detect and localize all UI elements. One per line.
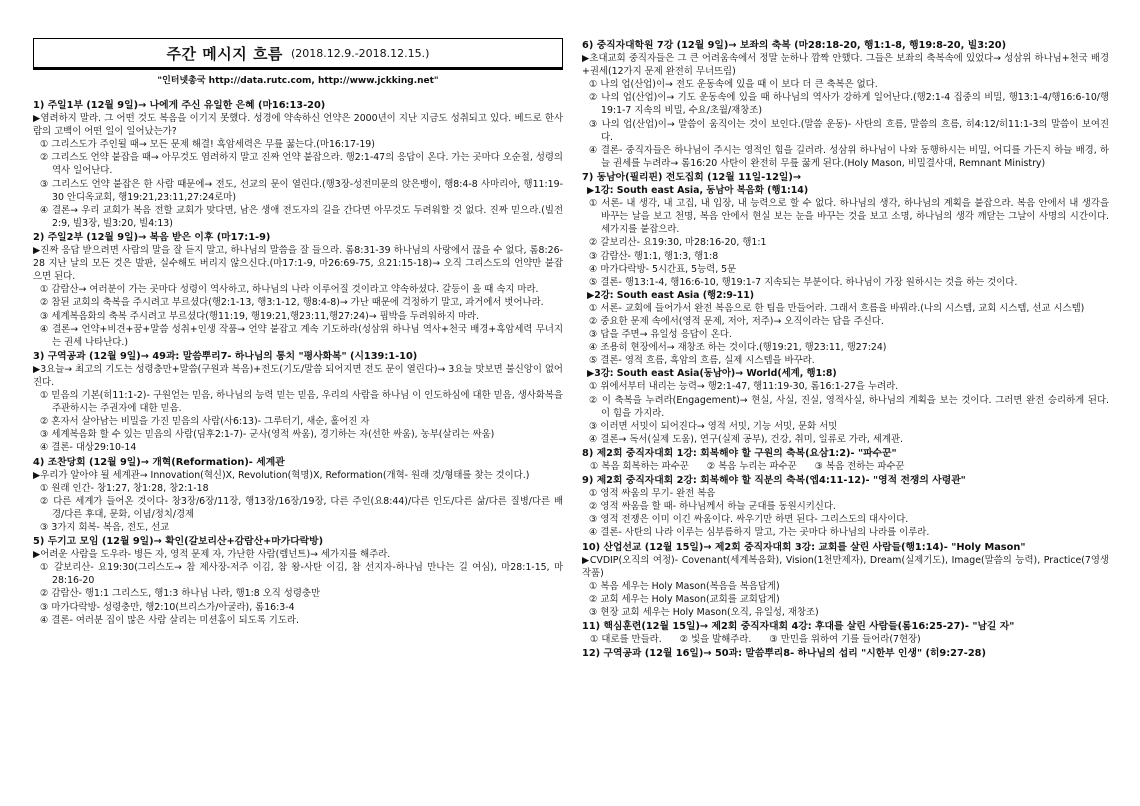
section-intro: ▶3요늘→ 최고의 기도는 성령충만+말씀(구원과 복음)+전도(기도/말씀 되어지면 전도 문이 열린다)→ 3요늘 맛보면 불신앙이 없어진다. bbox=[33, 363, 563, 388]
list-item: ② 그리스도 언약 붙잡을 때→ 아무것도 염려하지 말고 진짜 언약 붙잡으라. 행2:1-47의 응답이 온다. 가는 곳마다 오순절, 성령의 역사 일어난다. bbox=[40, 152, 563, 177]
section-intro: ▶염려하지 말라. 그 어떤 것도 복음을 이기지 못했다. 성경에 약속하신 언약은 2000년이 지난 지금도 성취되고 있다. 베드로 한사람의 고백이 어떤 일이 일어났는가? bbox=[33, 113, 563, 138]
list-item: ③ 3가지 회복- 복음, 전도, 선교 bbox=[40, 522, 170, 533]
list-item: ③ 현장 교회 세우는 Holy Mason(오직, 유일성, 재창조) bbox=[589, 607, 819, 619]
section-title: 5) 두기고 모임 (12월 9일)→ 확인(갈보리산+감람산+마가다락방) bbox=[33, 536, 324, 548]
subsection-heading: ▶2강: South east Asia (행2:9-11) bbox=[587, 289, 755, 301]
list-item: ④ 결론- 중직자들은 하나님이 주시는 영적인 힘을 길러라. 성삼위 하나님이 나와 동행하시는 비밀, 어디를 가든지 하늘 배경, 하늘 권세를 누려라→ 롬16:20 사탄이 완전히 무릎 꿇게 된다.(Holy Mason, 비밀결사대, Remnant Ministry) bbox=[589, 144, 1109, 169]
list-item: ① 갈보리산- 요19:30(그리스도→ 참 제사장-저주 이김, 참 왕-사탄 이김, 참 선지자-하나님 만나는 길 여심), 마28:1-15, 마28:16-20 bbox=[40, 562, 563, 587]
list-item: ② 중요한 문제 속에서(영적 문제, 저아, 저주)→ 오직이라는 답을 주신다. bbox=[589, 315, 884, 327]
message-section bbox=[582, 620, 1109, 646]
list-item: ④ 결론- 사탄의 나라 이루는 심부름하지 말고, 가는 곳마다 하나님의 나라를 이루라. bbox=[589, 527, 930, 539]
list-item: ① 원래 인간- 창1:27, 창1:28, 창2:1-18 bbox=[40, 482, 209, 494]
subsection-heading: ▶1강: South east Asia, 동남아 복음화 (행1:14) bbox=[587, 185, 809, 197]
inline-point: ③ 만민을 위하여 기를 들어라(7현장) bbox=[769, 634, 921, 646]
list-item: ③ 이러면 서밋이 되어진다→ 영적 서밋, 기능 서밋, 문화 서밋 bbox=[589, 420, 838, 432]
right-column bbox=[582, 38, 1109, 660]
section-title: 4) 조찬당회 (12월 9일)→ 개혁(Reformation)- 세계관 bbox=[33, 456, 285, 468]
list-item: ④ 마가다락방- 5시간표, 5능력, 5문 bbox=[589, 263, 737, 275]
section-intro: ▶어려운 사람을 도우라- 병든 자, 영적 문제 자, 가난한 사람(렘넌트)→ 세가지를 해주라. bbox=[33, 549, 391, 561]
message-section bbox=[582, 647, 1109, 660]
list-item: ① 감람산→ 여러분이 가는 곳마다 성령이 역사하고, 하나님의 나라 이루어질 것이라고 약속하셨다. 갈등이 올 때 속지 마라. bbox=[40, 284, 539, 296]
list-item: ① 믿음의 기본(히11:1-2)- 구원얻는 믿음, 하나님의 능력 믿는 믿음, 우리의 사람을 하나님 이 인도하심에 대한 믿음, 생사화복을 주관하시는 주권자에 대한 믿음. bbox=[40, 390, 563, 415]
left-column bbox=[33, 98, 563, 627]
list-item: ③ 답을 주면→ 유일성 응답이 온다. bbox=[589, 329, 732, 341]
list-item: ③ 영적 전쟁은 이미 이긴 싸움이다. 싸우기만 하면 된다- 그리스도의 대사이다. bbox=[589, 514, 909, 526]
inline-point: ② 복음 누리는 파수꾼 bbox=[706, 461, 797, 472]
inline-points bbox=[582, 460, 1109, 473]
subsection-heading: ▶3강: South east Asia(동남아)→ World(세계, 행1:8) bbox=[587, 368, 837, 380]
section-title: 3) 구역공과 (12월 9일)→ 49과: 말씀뿌리7- 하나님의 통치 "평사화복" (시139:1-10) bbox=[33, 350, 418, 362]
list-item: ② 혼자서 살아남는 비밀을 가진 믿음의 사람(사6:13)- 그루터기, 새순, 홀어진 자 bbox=[40, 416, 370, 428]
document-title: 주간 메시지 흐름 bbox=[166, 44, 283, 63]
list-item: ② 다른 세계가 들어온 것이다- 창3장/6장/11장, 행13장/16장/19장, 다른 주인(요8:44)/다른 인도/다른 삶/다른 질병/다른 배경/다른 후대, 문화, 이념/정치/경제 bbox=[40, 495, 563, 520]
list-item: ④ 결론- 여러분 집이 많은 사람 살리는 미션홈이 되도록 기도라. bbox=[40, 614, 299, 626]
list-item: ① 서론- 내 생각, 내 고집, 내 입장, 내 능력으로 할 수 없다. 하나님의 생각, 하나님의 계획을 붙잡으라. 복음 안에서 내 생각을 바꾸는 날을 보고 천명, 복음 안에서 현실 보는 눈을 바꾸는 것을 보고 소명, 하나님의 생각 깨닫는 그날이 사명의 시간이다. 세가지를 붙잡으라. bbox=[589, 198, 1109, 236]
section-title: 1) 주일1부 (12월 9일)→ 나에게 주신 유일한 은혜 (마16:13-20) bbox=[33, 100, 326, 111]
message-section bbox=[33, 99, 563, 230]
section-title: 9) 제2회 중직자대회 2강: 회복해야 할 직분의 축복(엡4:11-12)- "영적 전쟁의 사령관" bbox=[582, 475, 966, 487]
section-title: 7) 동남아(필리핀) 전도집회 (12월 11일-12일)→ bbox=[582, 171, 802, 183]
title-box bbox=[33, 38, 563, 70]
section-intro: ▶우리가 알아야 될 세계관→ Innovation(혁신)X, Revolution(혁명)X, Reformation(개혁- 원래 것/형태를 찾는 것이다.) bbox=[33, 469, 530, 481]
list-item: ⑤ 결론- 영적 흐름, 흑암의 흐름, 실제 시스템을 바꾸라. bbox=[589, 355, 815, 367]
inline-points bbox=[582, 633, 1109, 646]
section-intro: ▶초대교회 중직자들은 그 큰 어려움속에서 정말 눈하나 깜짝 안했다. 그들은 보좌의 축복속에 있었다→ 성삼위 하나님+천국 배경+권세(12가지 문제 완전히 무너뜨림) bbox=[582, 53, 1109, 78]
section-title: 12) 구역공과 (12월 16일)→ 50과: 말씀뿌리8- 하나님의 섭리 "시한부 인생" (히9:27-28) bbox=[582, 648, 986, 660]
message-section bbox=[33, 350, 563, 455]
list-item: ③ 감람산- 행1:1, 행1:3, 행1:8 bbox=[589, 250, 719, 262]
list-item: ④ 결론→ 독서(실제 도움), 연구(실제 공부), 건강, 취미, 일류로 가라, 세계관. bbox=[589, 433, 904, 445]
list-item: ① 그리스도가 주인될 때→ 모든 문제 해결! 흑암세력은 무릎 꿇는다.(마16:17-19) bbox=[40, 139, 375, 151]
section-intro: ▶CVDIP(오직의 여정)- Covenant(세계복음화), Vision(1천만제자), Dream(실제기도), Image(말씀의 능력), Practice(7영생 작품) bbox=[582, 554, 1109, 579]
date-range: (2018.12.9.-2018.12.15.) bbox=[290, 46, 430, 60]
list-item: ④ 결론- 대상29:10-14 bbox=[40, 442, 137, 454]
list-item: ② 교회 세우는 Holy Mason(교회를 교회답게) bbox=[589, 593, 780, 605]
message-section bbox=[582, 39, 1109, 170]
section-title: 10) 산업선교 (12월 15일)→ 제2회 중직자대회 3강: 교회를 살린 사람들(행1:14)- "Holy Mason" bbox=[582, 541, 1026, 553]
source-line: "인터넷총국 http://data.rutc.com, http://www.jckking.net" bbox=[157, 76, 439, 86]
list-item: ① 복음 세우는 Holy Mason(복음을 복음답게) bbox=[589, 580, 780, 592]
list-item: ② 나의 업(산업)이→ 기도 운동속에 있을 때 하나님의 역사가 강하게 일어난다.(행2:1-4 집중의 비밀, 행13:1-4/행16:6-10/행19:1-7 지속의 비밀, 수요/초월/재창조) bbox=[589, 92, 1109, 117]
section-intro: ▶진짜 응답 받으려면 사람의 말을 잘 듣지 말고, 하나님의 말씀을 잘 들으라. 롬8:31-39 하나님의 사랑에서 끊을 수 없다, 롬8:26-28 지난 날의 모든 것은 발판, 실수해도 버리지 않으신다.(마17:1-9, 마26:69-75, 요21:15-18)→ 오직 그리스도의 언약만 붙잡으면 된다. bbox=[33, 245, 563, 283]
message-section bbox=[33, 456, 563, 535]
list-item: ② 참된 교회의 축복을 주시려고 부르셨다(행2:1-13, 행3:1-12, 행8:4-8)→ 가난 때문에 걱정하기 말고, 과거에서 벗어나라. bbox=[40, 297, 544, 309]
message-section bbox=[33, 231, 563, 349]
list-item: ② 갈보리산- 요19:30, 마28:16-20, 행1:1 bbox=[589, 237, 767, 249]
section-title: 6) 중직자대학원 7강 (12월 9일)→ 보좌의 축복 (마28:18-20, 행1:1-8, 행19:8-20, 빌3:20) bbox=[582, 40, 1007, 51]
list-item: ① 위에서부터 내리는 능력→ 행2:1-47, 행11:19-30, 롬16:1-27을 누려라. bbox=[589, 381, 899, 393]
list-item: ③ 세계복음화의 축복 주시려고 부르셨다(행11:19, 행19:21,행23:11,행27:24)→ 핍박을 두려워하지 마라. bbox=[40, 310, 480, 322]
message-section bbox=[582, 474, 1109, 539]
list-item: ③ 마가다락방- 성령충만, 행2:10(브리스가/아굴라), 롬16:3-4 bbox=[40, 601, 295, 613]
list-item: ① 영적 싸움의 무기- 완전 복음 bbox=[589, 488, 716, 500]
list-item: ④ 조용히 현장에서→ 재창조 하는 것이다.(행19:21, 행23:11, 행27:24) bbox=[589, 342, 887, 354]
list-item: ② 영적 싸움을 할 때- 하나님께서 하늘 군대를 동원시키신다. bbox=[589, 501, 836, 513]
list-item: ⑤ 결론- 행13:1-4, 행16:6-10, 행19:1-7 지속되는 부분이다. 하나님이 가장 원하시는 것을 하는 것이다. bbox=[589, 276, 1018, 288]
message-section bbox=[582, 541, 1109, 620]
list-item: ② 감람산- 행1:1 그리스도, 행1:3 하나님 나라, 행1:8 오직 성령충만 bbox=[40, 588, 321, 600]
inline-point: ① 대로를 만들라. bbox=[590, 634, 662, 646]
list-item: ① 나의 업(산업)이→ 전도 운동속에 있을 때 이 보다 더 큰 축복은 없다. bbox=[589, 79, 878, 91]
message-section bbox=[33, 535, 563, 627]
message-section bbox=[582, 171, 1109, 446]
section-title: 2) 주일2부 (12월 9일)→ 복음 받은 이후 (마17:1-9) bbox=[33, 231, 271, 243]
inline-point: ② 빛을 발해주라. bbox=[679, 634, 752, 646]
message-section bbox=[582, 447, 1109, 473]
list-item: ③ 그리스도 언약 붙잡은 한 사람 때문에→ 전도, 선교의 문이 열린다.(행3장-성전미문의 앉은뱅이, 행8:4-8 사마리아, 행11:19-30 안디옥교회, 행19:21,23:11,27:24로마) bbox=[40, 178, 563, 203]
section-title: 8) 제2회 중직자대회 1강: 회복해야 할 구원의 축복(요삼1:2)- "파수꾼" bbox=[582, 447, 897, 459]
list-item: ③ 세계복음화 할 수 있는 믿음의 사람(딤후2:1-7)- 군사(영적 싸움), 경기하는 자(선한 싸움), 농부(살리는 싸움) bbox=[40, 429, 495, 441]
list-item: ④ 결론→ 언약+비견+꿈+말씀 성취+인생 작품→ 언약 붙잡고 계속 기도하라(성삼위 하나님 역사+천국 배경+흑암세력 무너지는 권세 나타난다.) bbox=[40, 323, 563, 348]
list-item: ① 서론- 교회에 들어가서 완전 복음으로 한 팀을 만들어라. 그래서 흐름을 바꿔라.(나의 시스템, 교회 시스템, 선교 시스템) bbox=[589, 302, 1085, 314]
list-item: ④ 결론→ 우리 교회가 복음 전할 교회가 맞다면, 남은 생애 전도자의 길을 간다면 아무것도 두려워할 것 없다. 진짜 믿으라.(빌전2:9, 빌3장, 빌3:20, 빌4:13) bbox=[40, 204, 563, 229]
section-title: 11) 핵심훈련(12월 15일)→ 제2회 중직자대회 4강: 후대를 살린 사람들(롬16:25-27)- "남길 자" bbox=[582, 621, 1015, 633]
list-item: ② 이 축복을 누려라(Engagement)→ 현실, 사실, 진실, 영적사실, 하나님의 계획을 보는 것이다. 그러면 완전 승리하게 된다. 이 힘을 가지라. bbox=[589, 394, 1109, 419]
inline-point: ① 복음 회복하는 파수꾼 bbox=[590, 461, 689, 472]
inline-point: ③ 복음 전하는 파수꾼 bbox=[814, 461, 905, 472]
list-item: ③ 나의 업(산업)이→ 말씀이 움직이는 것이 보인다.(말씀 운동)- 사탄의 흐름, 말씀의 흐름, 히4:12/히11:1-3의 말씀이 보여진다. bbox=[589, 118, 1109, 143]
